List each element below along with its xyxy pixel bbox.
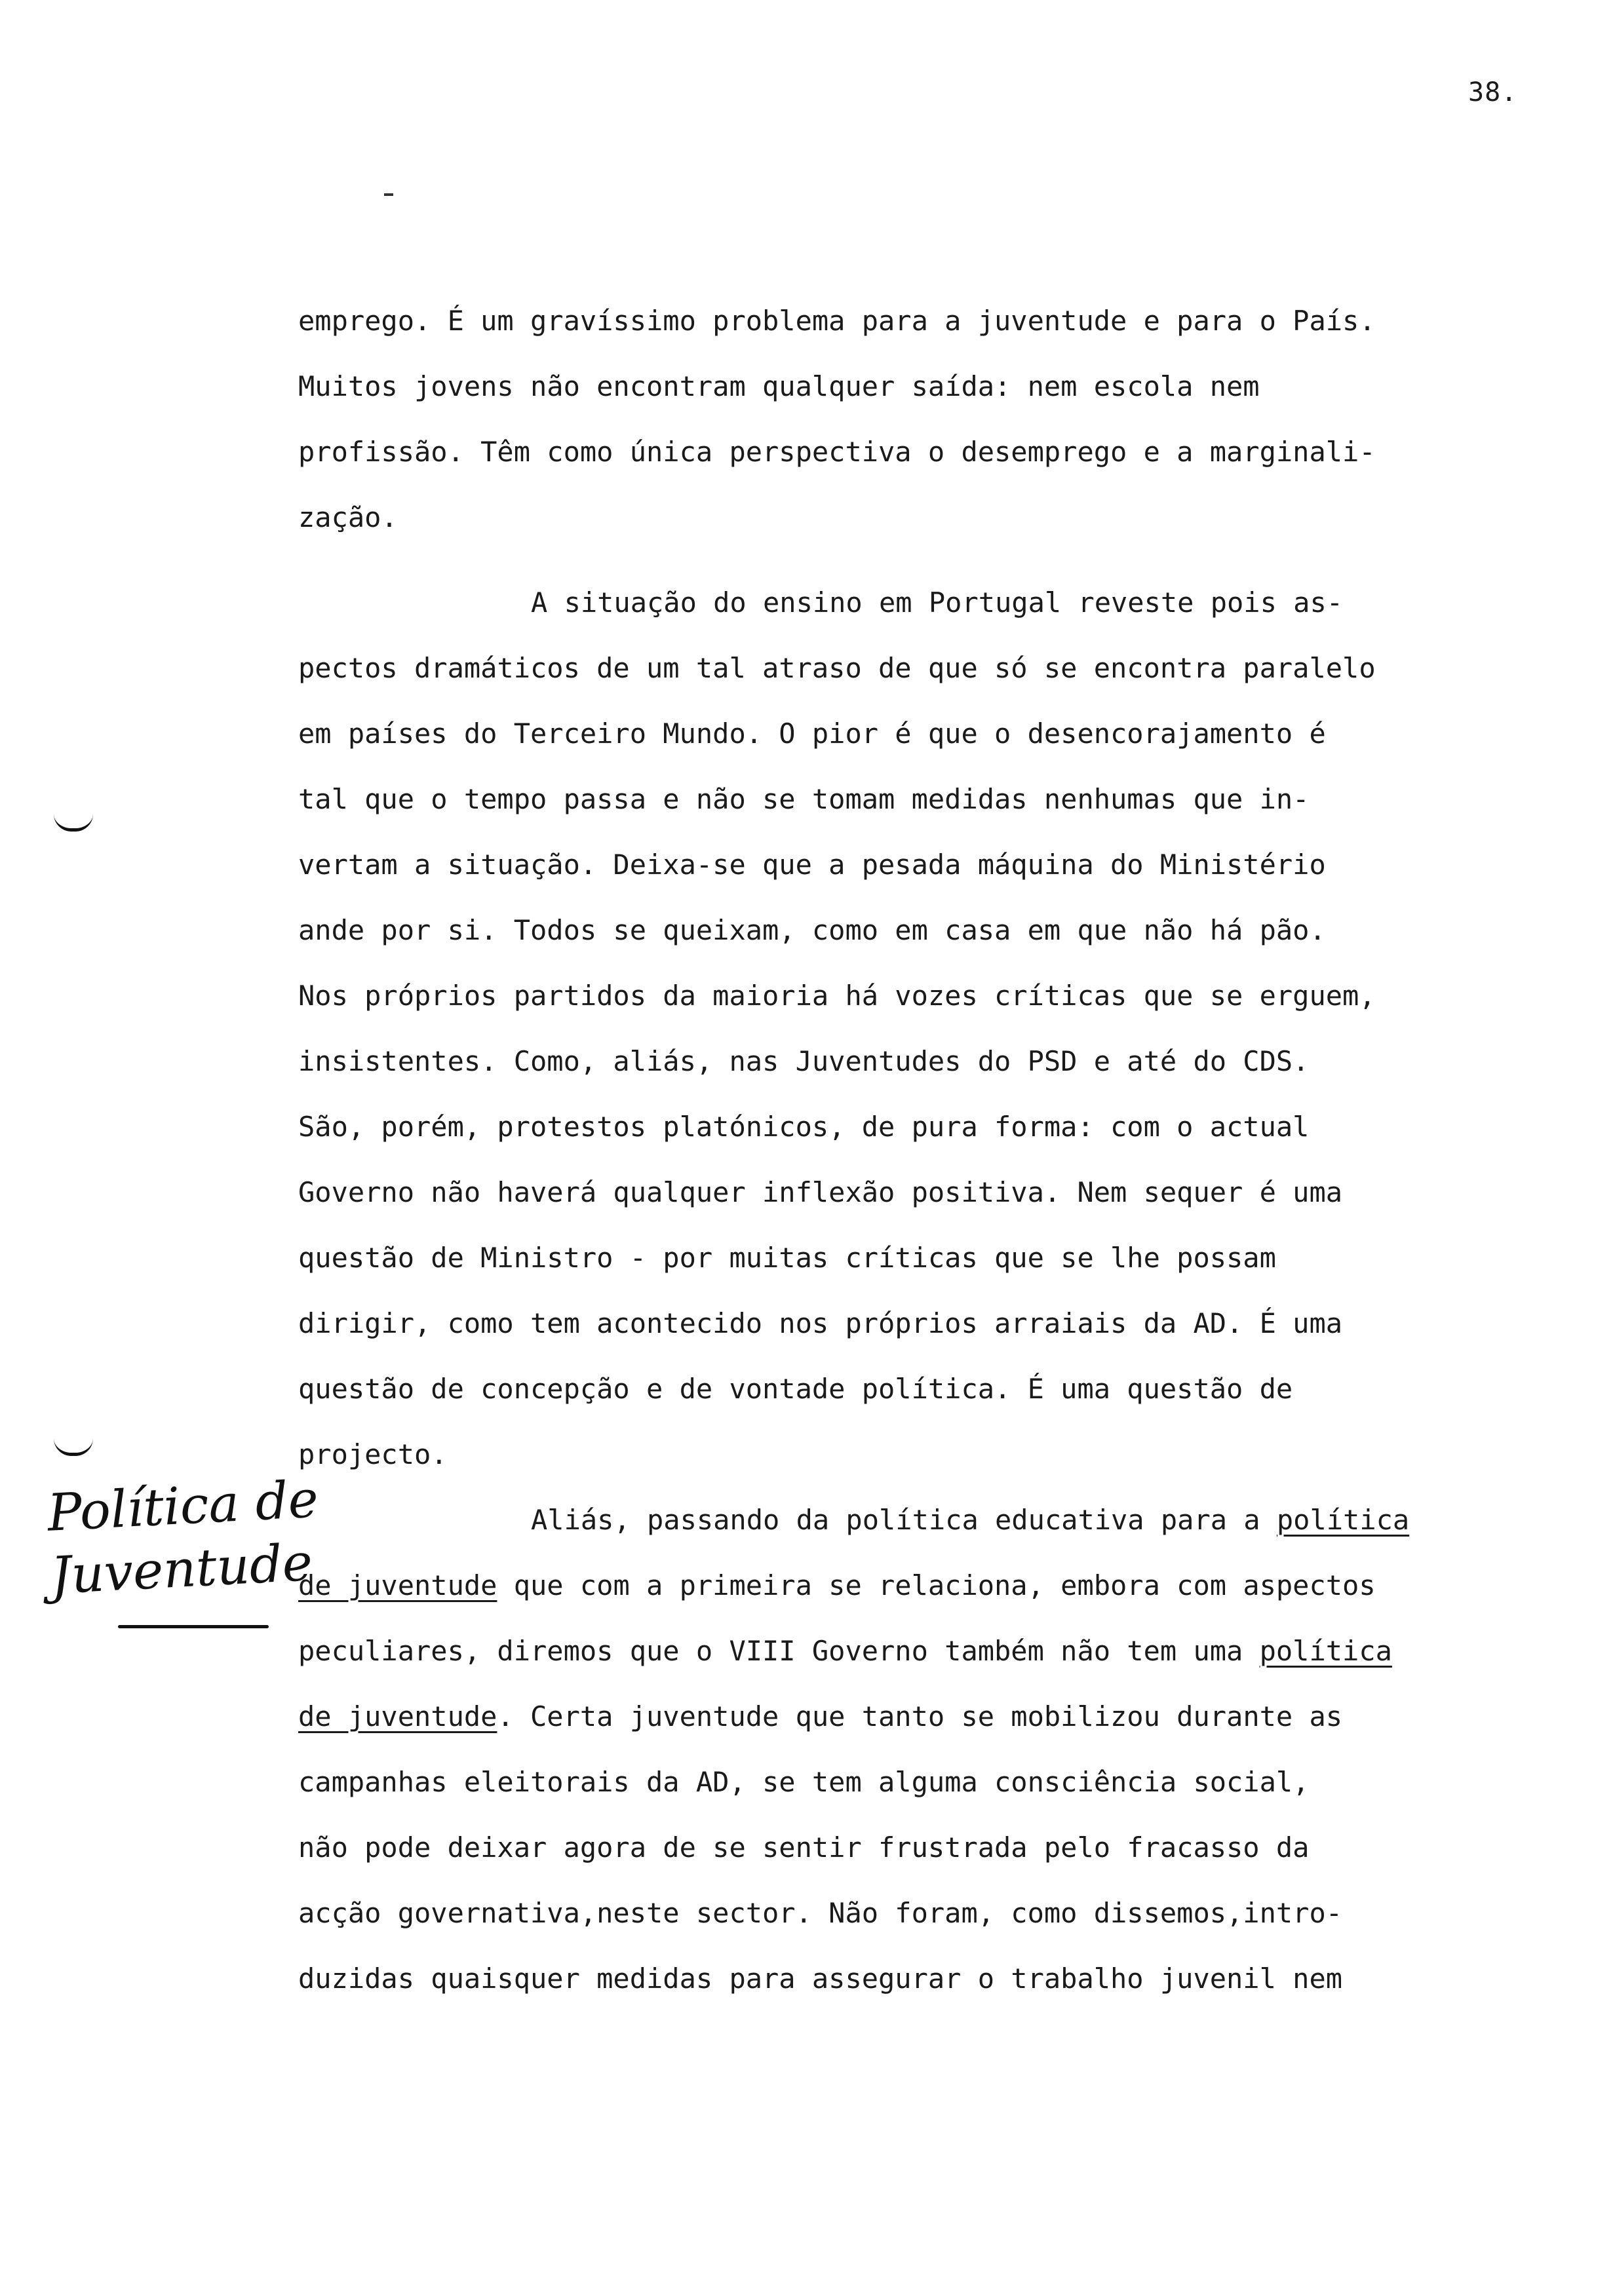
- margin-note-line: Juventude: [49, 1533, 314, 1606]
- text-segment: . Certa juventude que tanto se mobilizou durante as: [497, 1700, 1343, 1732]
- text-line: [298, 1553, 1596, 1618]
- paragraph-3: [298, 1487, 1596, 2012]
- text-line: Muitos jovens não encontram qualquer saída: nem escola nem: [298, 370, 1260, 402]
- text-line: Nos próprios partidos da maioria há vozes críticas que se erguem,: [298, 980, 1376, 1012]
- text-line: insistentes. Como, aliás, nas Juventudes do PSD e até do CDS.: [298, 1045, 1310, 1077]
- text-line: ande por si. Todos se queixam, como em casa em que não há pão.: [298, 914, 1326, 946]
- text-line: São, porém, protestos platónicos, de pura forma: com o actual: [298, 1111, 1310, 1143]
- text-segment: que com a primeira se relaciona, embora com aspectos: [497, 1569, 1376, 1601]
- text-line: projecto.: [298, 1438, 448, 1470]
- paragraph-1: [298, 288, 1596, 550]
- text-line: emprego. É um gravíssimo problema para a juventude e para o País.: [298, 305, 1376, 337]
- text-line: campanhas eleitorais da AD, se tem alguma consciência social,: [298, 1766, 1310, 1798]
- underlined-term: de juventude: [298, 1700, 497, 1732]
- handwritten-margin-note: [46, 1468, 323, 1607]
- margin-check-mark: [54, 814, 93, 832]
- text-segment: Aliás, passando da política educativa para a: [531, 1504, 1260, 1536]
- paragraph-2: [298, 570, 1596, 1487]
- text-line: vertam a situação. Deixa-se que a pesada máquina do Ministério: [298, 849, 1326, 881]
- text-line: dirigir, como tem acontecido nos próprios arraiais da AD. É uma: [298, 1307, 1343, 1339]
- margin-check-mark: [54, 1438, 93, 1456]
- page-number: 38.: [1468, 77, 1518, 107]
- margin-note-line: Política de: [46, 1470, 320, 1543]
- text-line: questão de Ministro - por muitas críticas que se lhe possam: [298, 1242, 1276, 1274]
- text-line: questão de concepção e de vontade política. É uma questão de: [298, 1373, 1293, 1405]
- text-line: em países do Terceiro Mundo. O pior é que o desencorajamento é: [298, 718, 1326, 750]
- margin-note-underline: [118, 1625, 269, 1628]
- text-line: [298, 1487, 1596, 1553]
- underlined-term: política: [1276, 1504, 1410, 1536]
- text-line: profissão. Têm como única perspectiva o desemprego e a marginali-: [298, 436, 1376, 468]
- text-line: A situação do ensino em Portugal reveste pois as-: [531, 586, 1344, 619]
- text-line: acção governativa,neste sector. Não foram, como dissemos,intro-: [298, 1897, 1343, 1929]
- text-line: tal que o tempo passa e não se tomam medidas nenhumas que in-: [298, 783, 1310, 815]
- text-line: não pode deixar agora de se sentir frustrada pelo fracasso da: [298, 1831, 1310, 1864]
- scan-speck: [384, 193, 393, 196]
- text-line: pectos dramáticos de um tal atraso de que só se encontra paralelo: [298, 652, 1376, 684]
- underlined-term: de juventude: [298, 1569, 497, 1601]
- text-line: duzidas quaisquer medidas para assegurar o trabalho juvenil nem: [298, 1962, 1343, 1995]
- underlined-term: política: [1259, 1635, 1392, 1667]
- text-line: [298, 1618, 1596, 1684]
- text-segment: peculiares, diremos que o VIII Governo também não tem uma: [298, 1635, 1260, 1667]
- text-line: [298, 1684, 1596, 1750]
- text-line: Governo não haverá qualquer inflexão positiva. Nem sequer é uma: [298, 1176, 1343, 1208]
- text-line: zação.: [298, 501, 398, 533]
